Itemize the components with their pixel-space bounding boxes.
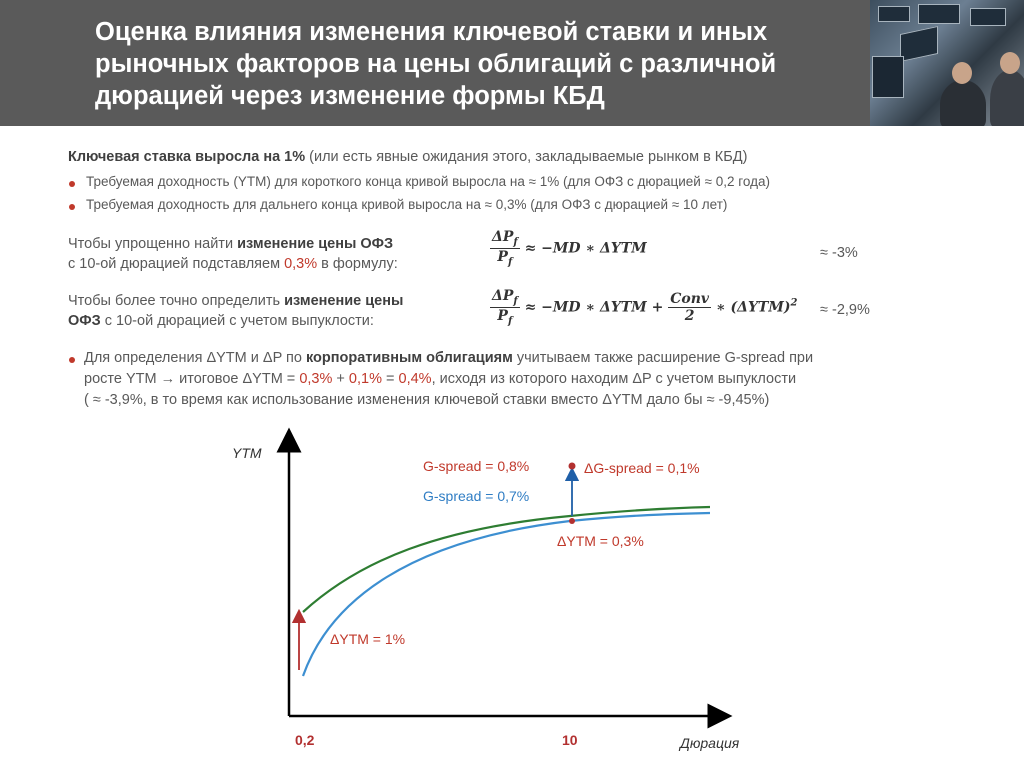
intro-bold: Ключевая ставка выросла на 1% <box>68 149 306 165</box>
precise-text: Чтобы более точно определить <box>68 293 285 309</box>
simple-text: в формулу: <box>317 256 398 272</box>
simple-result: ≈ -3% <box>820 245 858 261</box>
precise-bold: изменение цены <box>284 293 404 309</box>
corp-line-1: Для определения ΔYTM и ΔP по корпоративным облигациям учитываем также расширение G-spread при <box>84 350 814 366</box>
corp-line-2: росте YTM → итоговое ΔYTM = 0,3% + 0,1% = 0,4%, исходя из которого находим ΔP с учетом выпуклости <box>84 371 797 387</box>
simple-text: Чтобы упрощенно найти <box>68 236 238 252</box>
simple-formula-rhs: ≈ −MD ∗ ΔYTM <box>524 240 647 257</box>
precise-result: ≈ -2,9% <box>820 302 870 318</box>
precise-text: с 10-ой дюрацией с учетом выпуклости: <box>100 313 374 329</box>
label-gspread-old: G-spread = 0,7% <box>423 488 530 504</box>
precise-bold: ОФЗ <box>68 313 101 329</box>
point-ytm-long <box>569 518 575 524</box>
precise-formula: $\frac{\Delta P_f}{P_f}$ ≈ −MD ∗ ΔYTM + $\frac{\text{Conv}}{2}$ ∗ $(\Delta YTM)^2$ <box>492 288 798 327</box>
label-dytm-short: ΔYTM = 1% <box>330 631 406 647</box>
tick-label-long: 10 <box>562 732 578 748</box>
y-axis-label: YTM <box>232 445 262 461</box>
intro-rest: (или есть явные ожидания этого, закладываемые рынком в КБД) <box>305 149 748 165</box>
x-axis-label: Дюрация <box>680 735 740 751</box>
label-dytm-long: ΔYTM = 0,3% <box>557 533 644 549</box>
precise-rhs-2: ∗ (ΔYTM) <box>715 299 791 316</box>
simple-bold: изменение цены ОФЗ <box>237 236 394 252</box>
bullet-item: Требуемая доходность (YTM) для короткого конца кривой выросла на ≈ 1% (для ОФЗ с дюрацией ≈ 0,2 года) <box>86 174 770 189</box>
simple-red: 0,3% <box>284 256 318 272</box>
tick-label-short: 0,2 <box>295 732 315 748</box>
curve-old <box>303 513 710 676</box>
simple-formula: $\frac{\Delta P_f}{P_f}$ ≈ −MD ∗ ΔYTM <box>492 229 647 268</box>
point-gspread-new <box>569 463 576 470</box>
precise-rhs-1: ≈ −MD ∗ ΔYTM + <box>524 299 664 316</box>
label-gspread-new: G-spread = 0,8% <box>423 458 530 474</box>
simple-text: с 10-ой дюрацией подставляем <box>68 256 285 272</box>
curve-new <box>303 507 710 612</box>
label-dgspread: ΔG-spread = 0,1% <box>584 460 700 476</box>
corp-line-3: ( ≈ -3,9%, в то время как использование изменения ключевой ставки вместо ΔYTM дало бы ≈ -9,45%) <box>84 392 770 408</box>
slide-title: Оценка влияния изменения ключевой ставки и иных рыночных факторов на цены облигаций с различной дюрацией через изменение формы КБД <box>95 18 777 110</box>
bullet-item: Требуемая доходность для дальнего конца кривой выросла на ≈ 0,3% (для ОФЗ с дюрацией ≈ 10 лет) <box>86 197 728 212</box>
